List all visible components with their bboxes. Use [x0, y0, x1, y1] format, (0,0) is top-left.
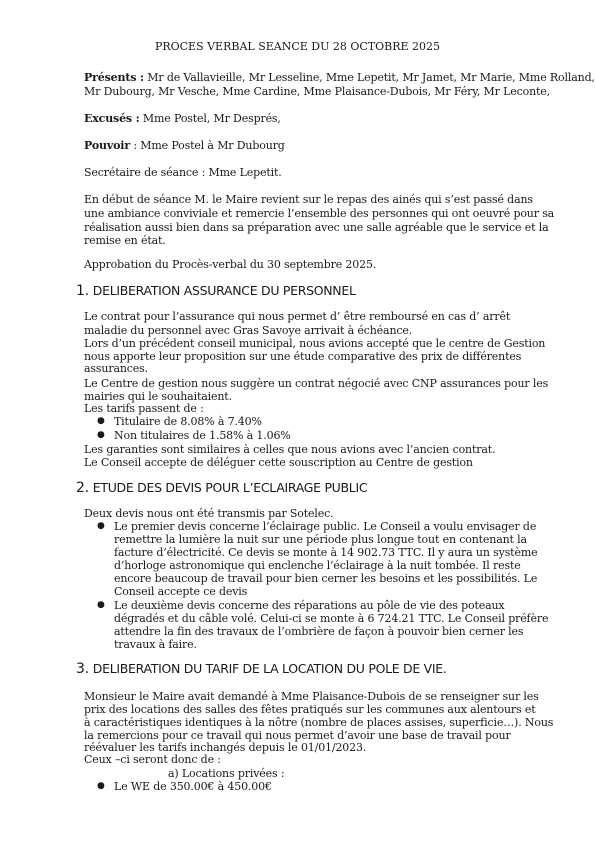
excuses-line [84, 112, 281, 125]
s3-text-line: Monsieur le Maire avait demandé à Mme Plaisance-Dubois de se renseigner sur les [84, 690, 539, 703]
s1-bullet-item: Titulaire de 8.08% à 7.40% [114, 415, 262, 428]
section-3-title: DELIBERATION DU TARIF DE LA LOCATION DU POLE DE VIE. [92, 661, 447, 676]
section-1-title: DELIBERATION ASSURANCE DU PERSONNEL [92, 283, 356, 298]
bullet-icon: ● [97, 416, 105, 426]
s1-text-line: assurances. [84, 362, 148, 375]
bullet-icon: ● [97, 521, 105, 531]
s1-text-line: Le Centre de gestion nous suggère un contrat négocié avec CNP assurances pour les [84, 377, 549, 390]
s3-text-line: la remercions pour ce travail qui nous permet d’avoir une base de travail pour [84, 729, 511, 742]
approbation-line: Approbation du Procès-verbal du 30 septembre 2025. [84, 258, 377, 271]
s1-text-line: Le contrat pour l’assurance qui nous permet d’ être remboursé en cas d’ arrêt [84, 310, 511, 323]
s2-bullet-2-line: attendre la fin des travaux de l’ombrière de façon à pouvoir bien cerner les [114, 625, 524, 638]
s1-text-line: Les garanties sont similaires à celles que nous avions avec l’ancien contrat. [84, 443, 496, 456]
s2-bullet-1-line: facture d’électricité. Ce devis se monte à 14 902.73 TTC. Il y aura un système [114, 546, 538, 559]
bullet-icon: ● [97, 781, 105, 791]
section-2-title: ETUDE DES DEVIS POUR L’ECLAIRAGE PUBLIC [92, 480, 368, 495]
pouvoir-label: Pouvoir [84, 139, 130, 152]
excuses-label: Excusés : [84, 112, 140, 125]
section-2-number: 2. [76, 480, 89, 496]
s2-bullet-1-line: Conseil accepte ce devis [114, 585, 248, 598]
intro-line: réalisation aussi bien dans sa préparation avec une salle agréable que le service et la [84, 221, 549, 234]
presents-label: Présents : [84, 71, 144, 84]
s2-bullet-2-line: dégradés et du câble volé. Celui-ci se monte à 6 724.21 TTC. Le Conseil préfère [114, 612, 549, 625]
s3-text-line: à caractéristiques identiques à la nôtre (nombre de places assises, superficie…). Nous [84, 716, 554, 729]
intro-line: remise en état. [84, 234, 166, 247]
s1-text-line: Lors d’un précédent conseil municipal, nous avions accepté que le centre de Gestion [84, 337, 546, 350]
s2-bullet-1-line: remettre la lumière la nuit sur une période plus longue tout en contenant la [114, 533, 527, 546]
presents-line-1 [84, 71, 595, 84]
s3-text-line: prix des locations des salles des fêtes pratiqués sur les communes aux alentours et [84, 703, 536, 716]
intro-line: une ambiance conviviale et remercie l’ensemble des personnes qui ont oeuvré pour sa [84, 207, 555, 220]
s1-text-line: nous apporte leur proposition sur une étude comparative des prix de différentes [84, 350, 522, 363]
intro-line: En début de séance M. le Maire revient sur le repas des ainés qui s’est passé dans [84, 193, 533, 206]
s3-bullet-item: Le WE de 350.00€ à 450.00€ [114, 780, 272, 793]
pouvoir-line [84, 139, 285, 152]
s1-text-line: Les tarifs passent de : [84, 402, 204, 415]
s1-text-line: Le Conseil accepte de déléguer cette souscription au Centre de gestion [84, 456, 473, 469]
s3-text-line: réévaluer les tarifs inchangés depuis le 01/01/2023. [84, 741, 367, 754]
bullet-icon: ● [97, 430, 105, 440]
s1-text-line: mairies qui le souhaitaient. [84, 390, 232, 403]
presents-names-2: Mr Dubourg, Mr Vesche, Mme Cardine, Mme Plaisance-Dubois, Mr Féry, Mr Leconte, [84, 85, 550, 98]
s2-bullet-1-line: encore beaucoup de travail pour bien cerner les besoins et les possibilités. Le [114, 572, 538, 585]
section-3-heading [76, 661, 447, 677]
s1-text-line: maladie du personnel avec Gras Savoye arrivait à échéance. [84, 324, 413, 337]
secretaire-line: Secrétaire de séance : Mme Lepetit. [84, 166, 282, 179]
s3-text-line: Ceux –ci seront donc de : [84, 753, 221, 766]
s2-intro-line: Deux devis nous ont été transmis par Sotelec. [84, 507, 334, 520]
s2-bullet-2-line: Le deuxième devis concerne des réparations au pôle de vie des poteaux [114, 599, 505, 612]
section-3-number: 3. [76, 661, 89, 677]
page-title: PROCES VERBAL SEANCE DU 28 OCTOBRE 2025 [154, 40, 441, 53]
s2-bullet-1-line: d’horloge astronomique qui enclenche l’éclairage à la nuit tombée. Il reste [114, 559, 521, 572]
excuses-names: Mme Postel, Mr Després, [139, 112, 281, 125]
bullet-icon: ● [97, 600, 105, 610]
section-1-heading [76, 283, 356, 299]
s1-bullet-item: Non titulaires de 1.58% à 1.06% [114, 429, 291, 442]
s2-bullet-1-line: Le premier devis concerne l’éclairage public. Le Conseil a voulu envisager de [114, 520, 537, 533]
section-1-number: 1. [76, 283, 89, 299]
pouvoir-text: : Mme Postel à Mr Dubourg [129, 139, 285, 152]
s3-subheading: a) Locations privées : [168, 767, 285, 780]
section-2-heading [76, 480, 367, 496]
presents-names-1: Mr de Vallavieille, Mr Lesseline, Mme Lepetit, Mr Jamet, Mr Marie, Mme Rolland, [143, 71, 595, 84]
s2-bullet-2-line: travaux à faire. [114, 638, 197, 651]
